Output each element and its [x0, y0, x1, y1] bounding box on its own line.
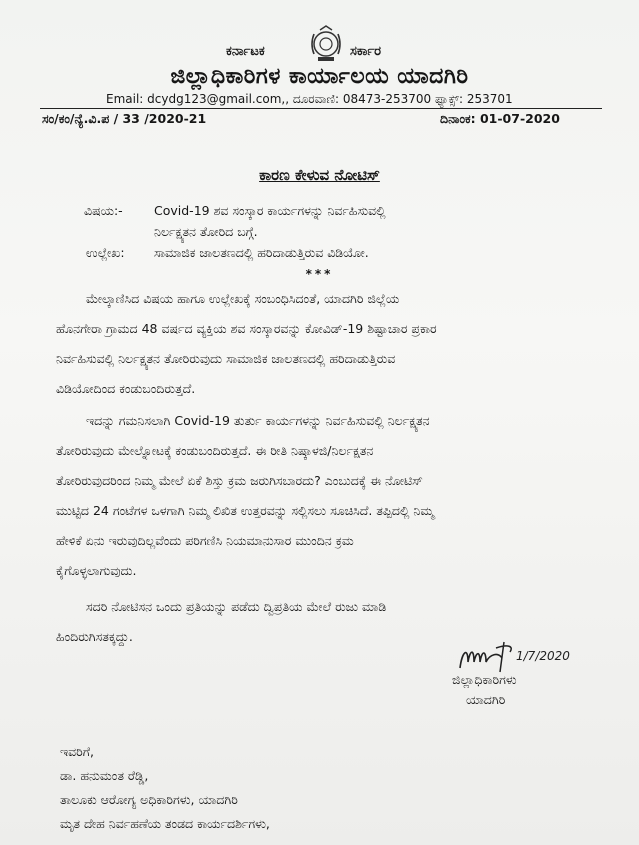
- header-divider: [40, 108, 602, 109]
- subject-label: ವಿಷಯ:-: [84, 203, 123, 218]
- state-emblem-icon: [306, 24, 346, 64]
- paragraph-3-line: ಹಿಂದಿರುಗಿಸತಕ್ಕದ್ದು.: [56, 629, 133, 644]
- paragraph-2-line: ಮುಟ್ಟಿದ 24 ಗಂಟೆಗಳ ಒಳಗಾಗಿ ನಿಮ್ಮ ಲಿಖಿತ ಉತ್ತರವನ್ನು ಸಲ್ಲಿಸಲು ಸೂಚಿಸಿದೆ. ತಪ್ಪಿದಲ್ಲಿ ನಿಮ್ಮ: [56, 503, 434, 518]
- notice-date: [440, 111, 560, 127]
- paragraph-2-line: ಇದನ್ನು ಗಮನಿಸಲಾಗಿ Covid-19 ತುರ್ತು ಕಾರ್ಯಗಳನ್ನು ನಿರ್ವಹಿಸುವಲ್ಲಿ ನಿರ್ಲಕ್ಷ್ಯತನ: [86, 413, 430, 428]
- reference-number: ಸಂ/ಕಂ/ನ್ಯೆ.ವಿ.ಪ / 33 /2020-21: [42, 111, 207, 126]
- recipient-line: ತಾಲೂಕು ಆರೋಗ್ಯ ಅಧಿಕಾರಿಗಳು, ಯಾದಗಿರಿ: [60, 792, 238, 807]
- paragraph-1-line: ವಿಡಿಯೋದಿಂದ ಕಂಡುಬಂದಿರುತ್ತದೆ.: [56, 381, 196, 396]
- office-name: ಜಿಲ್ಲಾಧಿಕಾರಿಗಳ ಕಾರ್ಯಾಲಯ ಯಾದಗಿರಿ: [170, 64, 469, 89]
- paragraph-2-line: ಹೇಳಿಕೆ ಏನು ಇರುವುದಿಲ್ಲವೆಂದು ಪರಿಗಣಿಸಿ ನಿಯಮಾನುಸಾರ ಮುಂದಿನ ಕ್ರಮ: [56, 533, 354, 548]
- state-label-right: ಸರ್ಕಾರ: [350, 44, 381, 59]
- paragraph-1-line: ಮೇಲ್ಕಾಣಿಸಿದ ವಿಷಯ ಹಾಗೂ ಉಲ್ಲೇಖಕ್ಕೆ ಸಂಬಂಧಿಸಿದಂತೆ, ಯಾದಗಿರಿ ಜಿಲ್ಲೆಯ: [86, 291, 400, 306]
- paragraph-2-line: ತೋರಿರುವುದರಿಂದ ನಿಮ್ಮ ಮೇಲೆ ಏಕೆ ಶಿಸ್ತು ಕ್ರಮ ಜರುಗಿಸಬಾರದು? ಎಂಬುದಕ್ಕೆ ಈ ನೋಟಿಸ್: [56, 473, 423, 488]
- paragraph-1: [56, 284, 576, 404]
- paragraph-1-line: ಹೊನಗೇರಾ ಗ್ರಾಮದ 48 ವರ್ಷದ ವ್ಯಕ್ತಿಯ ಶವ ಸಂಸ್ಕಾರವನ್ನು ಕೋವಿಡ್-19 ಶಿಷ್ಟಾಚಾರ ಪ್ರಕಾರ: [56, 321, 437, 336]
- signature-date: 1/7/2020: [516, 649, 570, 663]
- contact-line: Email: dcydg123@gmail.com,, ದೂರವಾಣಿ: 08473-253700 ಫ್ಯಾಕ್ಸ್: 253701: [106, 92, 513, 106]
- signatory-designation: ಜಿಲ್ಲಾಧಿಕಾರಿಗಳು: [452, 672, 517, 687]
- recipient-line: ಮೃತ ದೇಹ ನಿರ್ವಹಣೆಯ ತಂಡದ ಕಾರ್ಯದರ್ಶಿಗಳು,: [60, 816, 270, 831]
- date-label: ದಿನಾಂಕ:: [440, 111, 476, 126]
- signatory-block: [452, 670, 517, 710]
- reference-text: ಸಾಮಾಜಿಕ ಜಾಲತಣದಲ್ಲಿ ಹರಿದಾಡುತ್ತಿರುವ ವಿಡಿಯೋ.: [154, 245, 369, 260]
- paragraph-3-line: ಸದರಿ ನೋಟಿಸನ ಒಂದು ಪ್ರತಿಯನ್ನು ಪಡೆದು ದ್ವಿಪ್ರತಿಯ ಮೇಲೆ ರುಜು ಮಾಡಿ: [86, 599, 387, 614]
- reference-label: ಉಲ್ಲೇಖ:: [86, 245, 125, 260]
- notice-title: ಕಾರಣ ಕೇಳುವ ನೋಟಿಸ್: [259, 166, 380, 184]
- signatory-place: ಯಾದಗಿರಿ: [466, 692, 506, 707]
- subject-line-2: ನಿರ್ಲಕ್ಷ್ಯತನ ತೋರಿದ ಬಗ್ಗೆ.: [154, 224, 258, 239]
- paragraph-2: [56, 406, 576, 586]
- recipient-line: ಇವರಿಗೆ,: [60, 744, 94, 759]
- state-label-left: ಕರ್ನಾಟಕ: [226, 44, 265, 59]
- separator: ***: [305, 267, 334, 281]
- date-value: 01-07-2020: [479, 111, 560, 126]
- paragraph-2-line: ತೋರಿರುವುದು ಮೇಲ್ನೋಟಕ್ಕೆ ಕಂಡುಬಂದಿರುತ್ತದೆ. ಈ ರೀತಿ ನಿಷ್ಕಾಳಜಿ/ನಿರ್ಲಕ್ಷತನ: [56, 443, 374, 458]
- subject-line-1: Covid-19 ಶವ ಸಂಸ್ಕಾರ ಕಾರ್ಯಗಳನ್ನು ನಿರ್ವಹಿಸುವಲ್ಲಿ: [154, 203, 386, 218]
- recipient-line: ಡಾ. ಹನುಮಂತ ರೆಡ್ಡಿ,: [60, 768, 149, 783]
- paragraph-1-line: ನಿರ್ವಹಿಸುವಲ್ಲಿ ನಿರ್ಲಕ್ಷ್ಯತನ ತೋರಿರುವುದು ಸಾಮಾಜಿಕ ಜಾಲತಣದಲ್ಲಿ ಹರಿದಾಡುತ್ತಿರುವ: [56, 351, 396, 366]
- recipient-block: [60, 740, 270, 836]
- paragraph-2-line: ಕೈಗೊಳ್ಳಲಾಗುವುದು.: [56, 563, 137, 578]
